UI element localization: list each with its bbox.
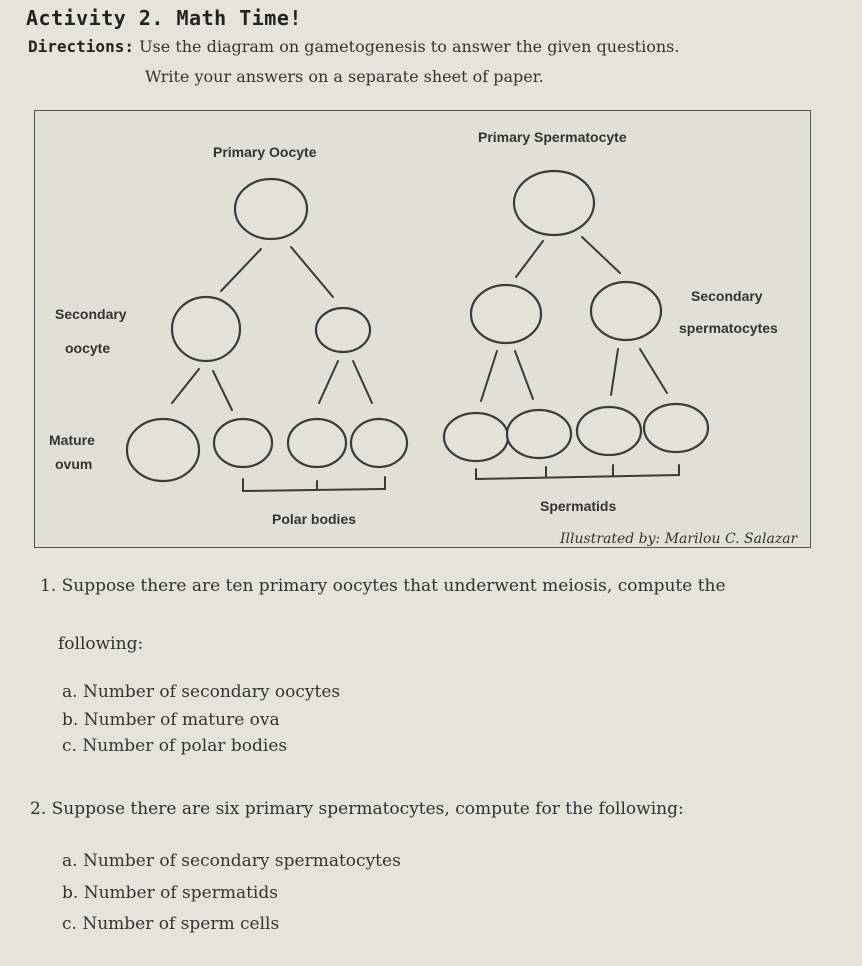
question-1-line-2: following:: [58, 634, 144, 654]
polar-bodies-bracket: [243, 477, 385, 491]
polar-body-circle-2: [288, 419, 346, 467]
oocyte-division-line: [319, 361, 338, 403]
secondary-spermatocyte-circle-1: [471, 285, 541, 343]
secondary-oocyte-circle: [172, 297, 240, 361]
directions-line-2: Write your answers on a separate sheet of paper.: [145, 67, 544, 86]
question-2-item-c: c. Number of sperm cells: [62, 914, 280, 934]
secondary-spermatocyte-circle-2: [591, 282, 661, 340]
spermatocyte-division-line: [640, 349, 667, 393]
spermatids-bracket: [476, 465, 679, 479]
question-1-item-a: a. Number of secondary oocytes: [62, 682, 341, 702]
primary-oocyte-label: Primary Oocyte: [213, 144, 317, 160]
oocyte-division-line: [221, 249, 261, 291]
secondary-spermatocytes-label-line2: spermatocytes: [679, 320, 778, 336]
diagram-drawing: [35, 111, 810, 547]
question-2-item-b: b. Number of spermatids: [62, 883, 278, 903]
spermatid-circle-1: [444, 413, 508, 461]
oocyte-division-line: [213, 371, 232, 410]
spermatocyte-division-line: [582, 237, 620, 273]
spermatocyte-division-line: [611, 349, 618, 395]
secondary-oocyte-label-line2: oocyte: [65, 340, 111, 356]
mature-ovum-label-line2: ovum: [55, 456, 93, 472]
question-2-item-a: a. Number of secondary spermatocytes: [62, 851, 401, 871]
spermatocyte-division-line: [481, 351, 497, 401]
gametogenesis-diagram: [34, 110, 811, 548]
spermatid-circle-4: [644, 404, 708, 452]
oocyte-division-line: [291, 247, 333, 297]
primary-spermatocyte-circle: [514, 171, 594, 235]
directions-label: Directions:: [28, 37, 134, 56]
spermatid-circle-2: [507, 410, 571, 458]
activity-title: Activity 2. Math Time!: [26, 6, 302, 30]
polar-body-circle-3: [351, 419, 407, 467]
question-1-item-c: c. Number of polar bodies: [62, 736, 288, 756]
spermatid-circle-3: [577, 407, 641, 455]
polar-bodies-label: Polar bodies: [272, 511, 357, 527]
polar-body-circle-1: [214, 419, 272, 467]
directions: [28, 32, 828, 92]
spermatocyte-division-line: [515, 351, 533, 399]
first-polar-body-circle: [316, 308, 370, 352]
question-1-line-1: 1. Suppose there are ten primary oocytes that underwent meiosis, compute the: [40, 576, 726, 596]
question-1-item-b: b. Number of mature ova: [62, 710, 280, 730]
mature-ovum-label-line1: Mature: [49, 432, 95, 448]
spermatocyte-division-line: [516, 241, 543, 277]
spermatids-label: Spermatids: [540, 498, 617, 514]
illustration-credit: Illustrated by: Marilou C. Salazar: [560, 531, 798, 547]
oocyte-division-line: [172, 369, 199, 403]
mature-ovum-circle: [127, 419, 199, 481]
primary-oocyte-circle: [235, 179, 307, 239]
secondary-oocyte-label-line1: Secondary: [55, 306, 127, 322]
primary-spermatocyte-label: Primary Spermatocyte: [478, 129, 627, 145]
directions-line-1: Use the diagram on gametogenesis to answer the given questions.: [139, 37, 680, 56]
secondary-spermatocytes-label-line1: Secondary: [691, 288, 763, 304]
oocyte-division-line: [353, 361, 372, 403]
question-2-line-1: 2. Suppose there are six primary spermatocytes, compute for the following:: [30, 799, 684, 819]
